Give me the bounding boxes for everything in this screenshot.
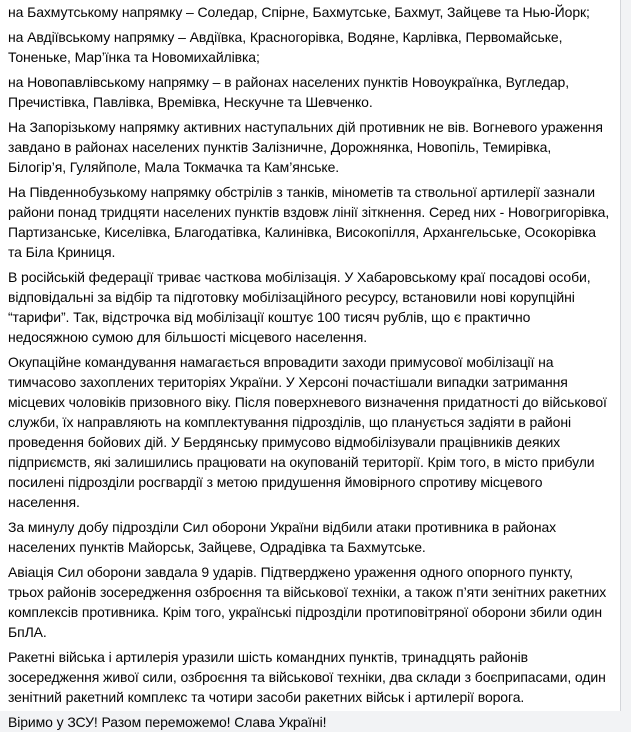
post-paragraph-missile-artillery: Ракетні війська і артилерія уразили шість командних пунктів, тринадцять районів зосередження живої сили, озброєння та військової техніки, два склади з боєприпасами, один зенітний ракетний комплекс та чотири засоби ракетних військ і артилерії ворога. [8,649,606,705]
post-paragraph-zaporizhzhia-axis: На Запорізькому напрямку активних наступальних дій противник не вів. Вогневого ураження завдано в районах населених пунктів Залізничне, Дорожнянка, Новопіль, Темирівка, Білогір’я, Гуляйполе, Мала Токмачка та Кам’янське. [8,119,603,175]
post-paragraph-occupied-territories: Окупаційне командування намагається впровадити заходи примусової мобілізації на тимчасово захоплених територіях України. У Херсоні почастішали випадки затримання місцевих чоловіків призовного віку. Після поверхневого визначення придатності до військової служби, їх направляють на комплектування підрозділів, що планується задіяти в районі проведення бойових дій. У Бердянську примусово відмобілізували працівників деяких підприємств, які залишились працювати на окупованій території. Крім того, в місто прибули посилені підрозділи росгвардії з метою придушення ймовірного спротиву місцевого населення. [8,354,607,510]
post-paragraph-bakhmut-axis: на Бахмутському напрямку – Соледар, Спірне, Бахмутське, Бахмут, Зайцеве та Нью-Йорк; [8,4,590,20]
post-paragraph-aviation-strikes: Авіація Сил оборони завдала 9 ударів. Підтверджено ураження одного опорного пункту, трьох районів зосередження озброєння та військової техніки, а також п’яти зенітних ракетних комплексів противника. Крім того, українські підрозділи протиповітряної оборони збили один БпЛА. [8,564,607,640]
page-gutter [622,0,631,711]
post-paragraph-avdiivka-axis: на Авдіївському напрямку – Авдіївка, Красногорівка, Водяне, Карлівка, Первомайське, Тоненьке, Мар’їнка та Новомихайлівка; [8,29,563,65]
post-paragraph-slogan: Віримо у ЗСУ! Разом переможемо! Слава Україні! [8,714,327,730]
post-paragraph-repelled-attacks: За минулу добу підрозділи Сил оборони України відбили атаки противника в районах населених пунктів Майорськ, Зайцеве, Одрадівка та Бахмутське. [8,519,557,555]
post-paragraph-novopavlivka-axis: на Новопавлівському напрямку – в районах населених пунктів Новоукраїнка, Вугледар, Пречистівка, Павлівка, Времівка, Нескучне та Шевченко. [8,74,570,110]
post-paragraph-pivdennobuzkyi-axis: На Південнобузькому напрямку обстрілів з танків, мінометів та ствольної артилерії зазнали райони понад тридцяти населених пунктів вздовж лінії зіткнення. Серед них - Новогригорівка, Партизанське, Киселівка, Благодатівка, Калинівка, Високопілля, Архангельське, Осокорівка та Біла Криниця. [8,184,610,260]
post-paragraph-mobilization-russia: В російській федерації триває часткова мобілізація. У Хабаровському краї посадові особи, відповідальні за відбір та підготовку мобілізаційного ресурсу, встановили нові корупційні “тарифи”. Так, відстрочка від мобілізації коштує 100 тисяч рублів, що є практично недосяжною сумою для більшості місцевого населення. [8,269,591,345]
